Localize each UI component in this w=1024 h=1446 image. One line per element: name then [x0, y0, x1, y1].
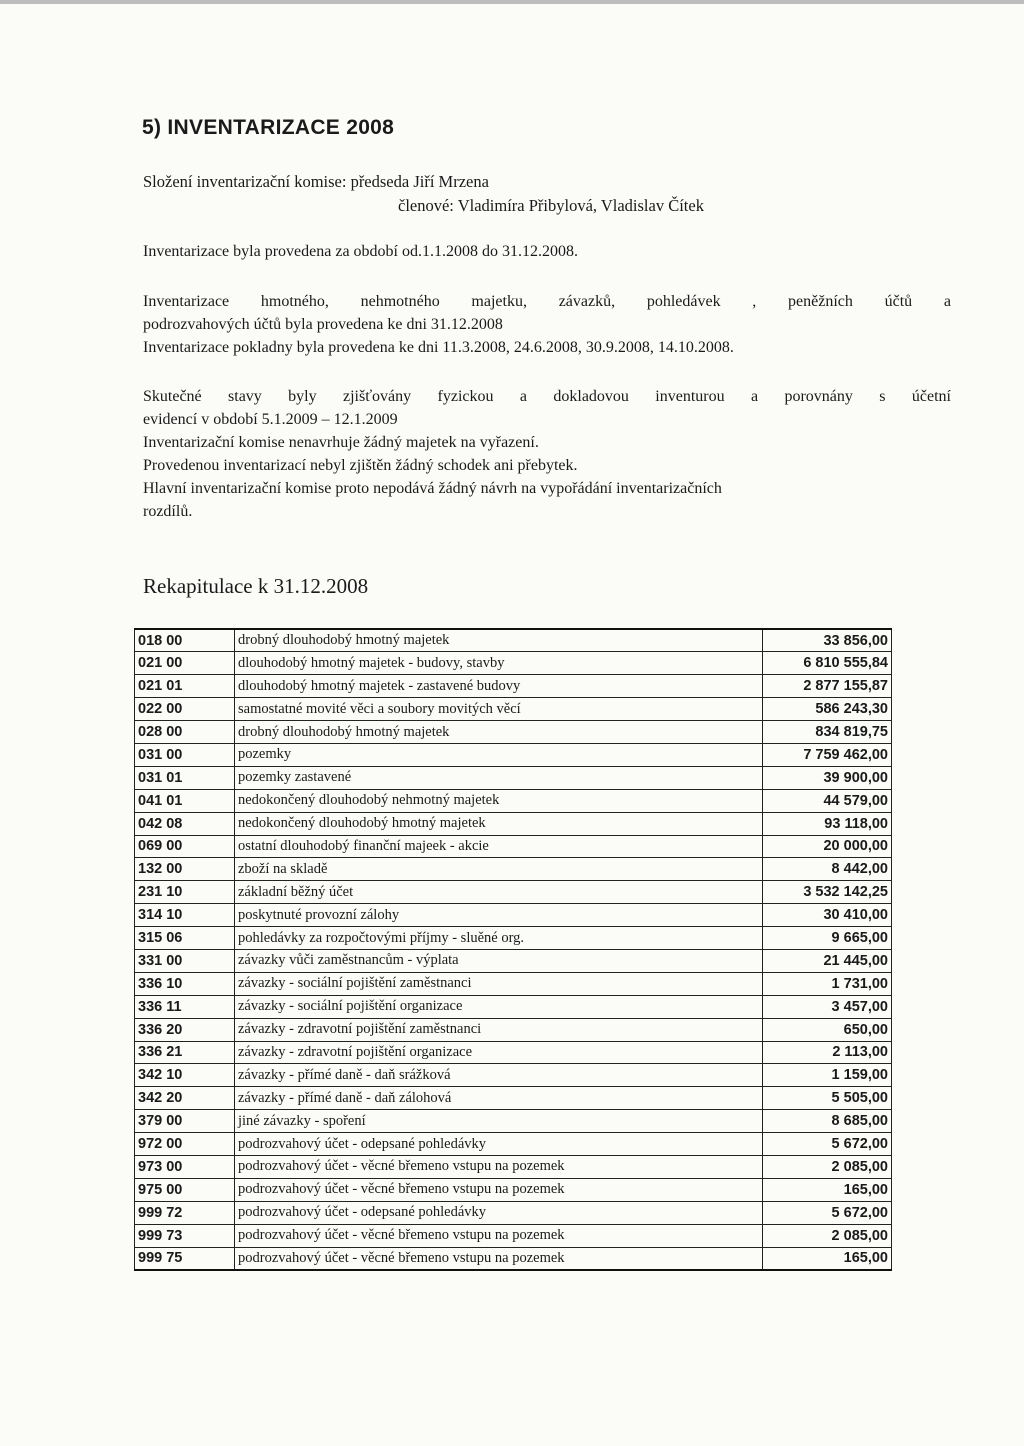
table-row — [135, 766, 892, 789]
account-description: podrozvahový účet - odepsané pohledávky — [235, 1133, 763, 1156]
account-code: 041 01 — [135, 789, 235, 812]
account-description: závazky vůči zaměstnancům - výplata — [235, 949, 763, 972]
section-heading: 5) INVENTARIZACE 2008 — [142, 116, 395, 139]
account-description: závazky - sociální pojištění organizace — [235, 995, 763, 1018]
table-row — [135, 972, 892, 995]
table-row — [135, 1110, 892, 1133]
account-description: zboží na skladě — [235, 858, 763, 881]
account-description: pozemky zastavené — [235, 766, 763, 789]
account-description: podrozvahový účet - věcné břemeno vstupu na pozemek — [235, 1224, 763, 1247]
account-description: dlouhodobý hmotný majetek - zastavené budovy — [235, 675, 763, 698]
findings-line-1: Skutečné stavy byly zjišťovány fyzickou a dokladovou inventurou a porovnány s účetní — [143, 388, 951, 405]
account-amount: 1 731,00 — [763, 972, 892, 995]
table-row — [135, 1018, 892, 1041]
period-line: Inventarizace byla provedena za období od.1.1.2008 do 31.12.2008. — [143, 243, 578, 260]
account-code: 972 00 — [135, 1133, 235, 1156]
account-amount: 44 579,00 — [763, 789, 892, 812]
account-description: závazky - přímé daně - daň zálohová — [235, 1087, 763, 1110]
findings-line-6: rozdílů. — [143, 503, 193, 520]
account-amount: 2 113,00 — [763, 1041, 892, 1064]
account-amount: 165,00 — [763, 1247, 892, 1270]
table-row — [135, 1064, 892, 1087]
account-amount: 9 665,00 — [763, 927, 892, 950]
account-amount: 5 672,00 — [763, 1133, 892, 1156]
account-code: 999 72 — [135, 1201, 235, 1224]
commission-composition — [143, 170, 704, 218]
table-row — [135, 675, 892, 698]
account-code: 331 00 — [135, 949, 235, 972]
account-amount: 834 819,75 — [763, 721, 892, 744]
account-amount: 1 159,00 — [763, 1064, 892, 1087]
account-code: 315 06 — [135, 927, 235, 950]
table-row — [135, 652, 892, 675]
inventory-findings — [143, 385, 951, 523]
table-row — [135, 721, 892, 744]
account-amount: 8 685,00 — [763, 1110, 892, 1133]
account-description: drobný dlouhodobý hmotný majetek — [235, 721, 763, 744]
account-description: závazky - sociální pojištění zaměstnanci — [235, 972, 763, 995]
account-code: 342 10 — [135, 1064, 235, 1087]
table-row — [135, 995, 892, 1018]
commission-members-line: členové: Vladimíra Přibylová, Vladislav Čítek — [398, 196, 704, 215]
account-description: nedokončený dlouhodobý nehmotný majetek — [235, 789, 763, 812]
account-code: 022 00 — [135, 698, 235, 721]
account-code: 999 73 — [135, 1224, 235, 1247]
account-code: 999 75 — [135, 1247, 235, 1270]
inventory-period — [143, 240, 951, 263]
table-row — [135, 858, 892, 881]
account-amount: 3 532 142,25 — [763, 881, 892, 904]
table-row — [135, 949, 892, 972]
account-code: 336 20 — [135, 1018, 235, 1041]
table-row — [135, 881, 892, 904]
account-amount: 7 759 462,00 — [763, 743, 892, 766]
table-row — [135, 1087, 892, 1110]
account-code: 973 00 — [135, 1155, 235, 1178]
table-row — [135, 927, 892, 950]
account-description: závazky - zdravotní pojištění organizace — [235, 1041, 763, 1064]
account-code: 975 00 — [135, 1178, 235, 1201]
scope-line-3: Inventarizace pokladny byla provedena ke dni 11.3.2008, 24.6.2008, 30.9.2008, 14.10.2008. — [143, 339, 734, 356]
account-amount: 6 810 555,84 — [763, 652, 892, 675]
account-code: 132 00 — [135, 858, 235, 881]
findings-line-5: Hlavní inventarizační komise proto nepodává žádný návrh na vypořádání inventarizačních — [143, 480, 722, 497]
scope-line-2: podrozvahových účtů byla provedena ke dni 31.12.2008 — [143, 316, 503, 333]
account-code: 336 11 — [135, 995, 235, 1018]
account-description: podrozvahový účet - věcné břemeno vstupu na pozemek — [235, 1155, 763, 1178]
account-code: 028 00 — [135, 721, 235, 744]
account-amount: 5 505,00 — [763, 1087, 892, 1110]
account-description: jiné závazky - spoření — [235, 1110, 763, 1133]
table-row — [135, 904, 892, 927]
account-amount: 165,00 — [763, 1178, 892, 1201]
account-code: 069 00 — [135, 835, 235, 858]
table-row — [135, 629, 892, 652]
account-amount: 3 457,00 — [763, 995, 892, 1018]
account-code: 018 00 — [135, 629, 235, 652]
account-description: pohledávky za rozpočtovými příjmy - sluěné org. — [235, 927, 763, 950]
account-description: závazky - přímé daně - daň srážková — [235, 1064, 763, 1087]
account-amount: 586 243,30 — [763, 698, 892, 721]
recap-title: Rekapitulace k 31.12.2008 — [143, 574, 369, 598]
account-code: 031 01 — [135, 766, 235, 789]
account-description: podrozvahový účet - věcné břemeno vstupu na pozemek — [235, 1178, 763, 1201]
account-code: 021 00 — [135, 652, 235, 675]
account-description: dlouhodobý hmotný majetek - budovy, stavby — [235, 652, 763, 675]
account-amount: 30 410,00 — [763, 904, 892, 927]
findings-line-3: Inventarizační komise nenavrhuje žádný majetek na vyřazení. — [143, 434, 539, 451]
account-amount: 2 085,00 — [763, 1155, 892, 1178]
table-row — [135, 1201, 892, 1224]
account-code: 336 21 — [135, 1041, 235, 1064]
account-code: 379 00 — [135, 1110, 235, 1133]
table-row — [135, 1155, 892, 1178]
table-row — [135, 835, 892, 858]
table-row — [135, 1224, 892, 1247]
account-description: podrozvahový účet - věcné břemeno vstupu na pozemek — [235, 1247, 763, 1270]
table-row — [135, 1247, 892, 1270]
account-description: nedokončený dlouhodobý hmotný majetek — [235, 812, 763, 835]
table-row — [135, 789, 892, 812]
commission-chair-line: Složení inventarizační komise: předseda Jiří Mrzena — [143, 172, 489, 191]
findings-line-2: evidencí v období 5.1.2009 – 12.1.2009 — [143, 411, 398, 428]
account-amount: 5 672,00 — [763, 1201, 892, 1224]
account-amount: 8 442,00 — [763, 858, 892, 881]
table-row — [135, 812, 892, 835]
account-description: závazky - zdravotní pojištění zaměstnanci — [235, 1018, 763, 1041]
findings-line-4: Provedenou inventarizací nebyl zjištěn žádný schodek ani přebytek. — [143, 457, 578, 474]
table-row — [135, 1133, 892, 1156]
table-row — [135, 698, 892, 721]
account-description: podrozvahový účet - odepsané pohledávky — [235, 1201, 763, 1224]
account-amount: 2 085,00 — [763, 1224, 892, 1247]
account-amount: 2 877 155,87 — [763, 675, 892, 698]
account-code: 021 01 — [135, 675, 235, 698]
account-code: 231 10 — [135, 881, 235, 904]
account-code: 314 10 — [135, 904, 235, 927]
account-code: 342 20 — [135, 1087, 235, 1110]
account-amount: 21 445,00 — [763, 949, 892, 972]
recap-table-body — [135, 629, 892, 1270]
table-row — [135, 1041, 892, 1064]
account-description: ostatní dlouhodobý finanční majeek - akcie — [235, 835, 763, 858]
account-description: samostatné movité věci a soubory movitých věcí — [235, 698, 763, 721]
account-amount: 93 118,00 — [763, 812, 892, 835]
account-code: 336 10 — [135, 972, 235, 995]
account-code: 031 00 — [135, 743, 235, 766]
inventory-scope — [143, 290, 951, 359]
account-description: poskytnuté provozní zálohy — [235, 904, 763, 927]
account-description: pozemky — [235, 743, 763, 766]
account-amount: 20 000,00 — [763, 835, 892, 858]
account-description: drobný dlouhodobý hmotný majetek — [235, 629, 763, 652]
table-row — [135, 743, 892, 766]
table-row — [135, 1178, 892, 1201]
account-amount: 39 900,00 — [763, 766, 892, 789]
account-amount: 650,00 — [763, 1018, 892, 1041]
account-code: 042 08 — [135, 812, 235, 835]
recap-table — [134, 628, 892, 1271]
account-amount: 33 856,00 — [763, 629, 892, 652]
account-description: základní běžný účet — [235, 881, 763, 904]
scope-line-1: Inventarizace hmotného, nehmotného majetku, závazků, pohledávek , peněžních účtů a — [143, 293, 951, 310]
